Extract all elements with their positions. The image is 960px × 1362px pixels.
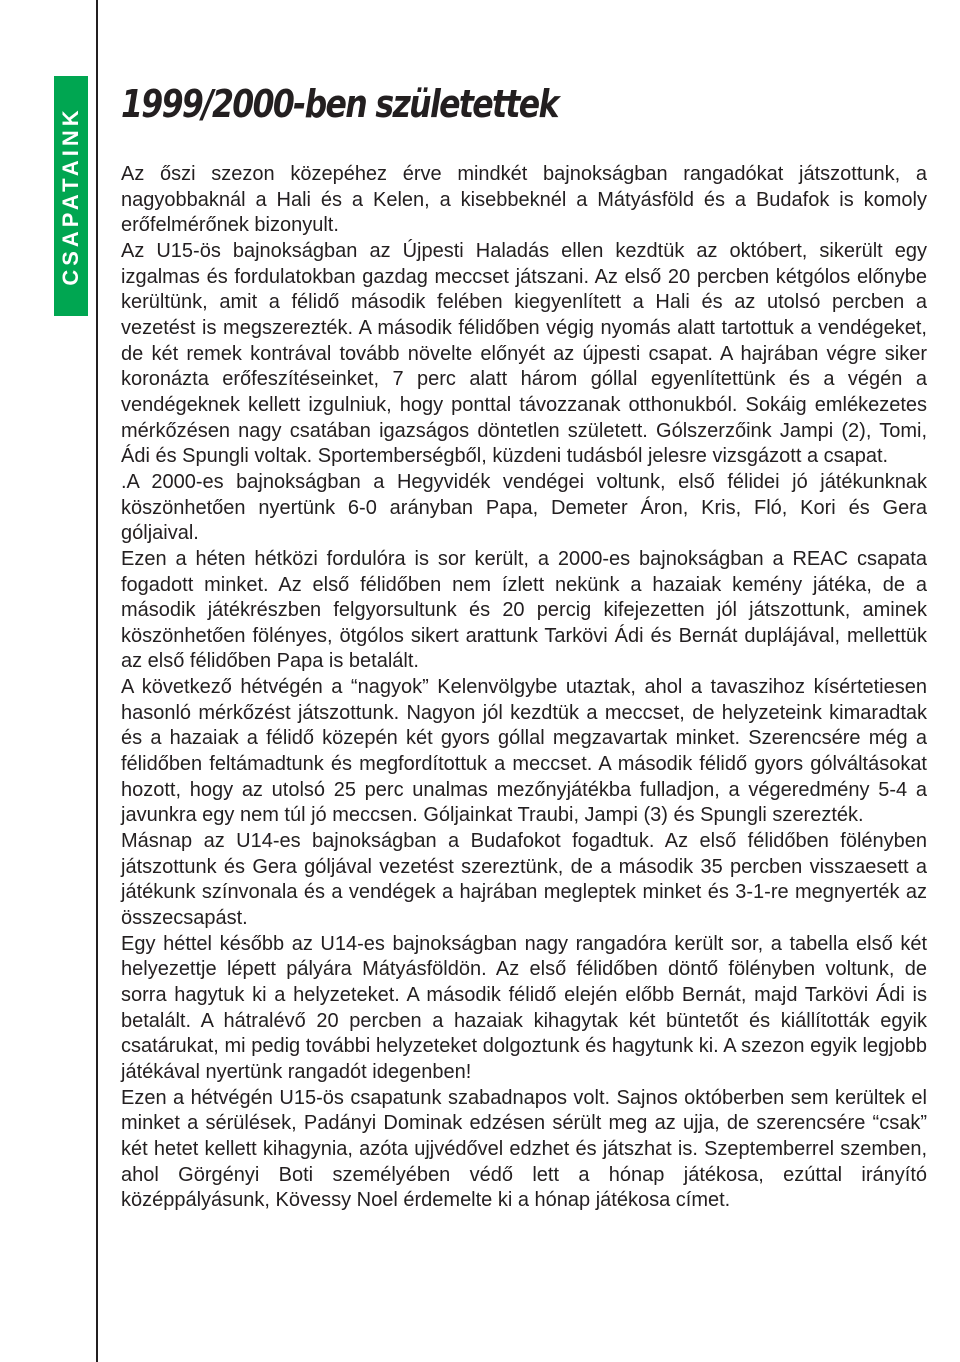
paragraph: Ezen a héten hétközi fordulóra is sor került, a 2000-es bajnokságban a REAC csapata fogadott minket. Az első félidőben nem ízlett nekünk a hazaiak kemény játéka, de a második játékrészben felgyorsultunk és 20 percig kifejezetten jól játszottunk, aminek köszönhetően fölényes, ötgólos sikert arattunk Tarkövi Ádi és Bernát duplájával, mellettük az első félidőben Papa is betalált. xyxy=(121,547,927,673)
paragraph: A következő hétvégén a “nagyok” Kelenvölgybe utaztak, ahol a tavaszihoz kísértetiesen hasonló mérkőzést játszottunk. Nagyon jól kezdtük a meccset, de helyzeteink kimaradtak és a hazaiak a félidő közepén két gyors góllal megzavartak minket. Szerencsére még a félidőben feltámadtunk és megfordítottuk a meccset. A második félidő gyors gólváltásokat hozott, hogy az utolsó 25 perc unalmas mezőnyjátékba fulladjon, a végeredmény 5-4 a javunkra egy nem túl jó meccsen. Góljainkat Traubi, Jampi (3) és Spungli szerezték. xyxy=(121,676,927,827)
section-tab-label: CSAPATAINK xyxy=(58,106,83,286)
page-title: 1999/2000-ben születettek xyxy=(121,82,558,126)
paragraph: Az őszi szezon közepéhez érve mindkét bajnokságban rangadókat játszottunk, a nagyobbaknál a Hali és a Kelen, a kisebbeknél a Mátyásföld és a Budafok is komoly erőfelmérőnek bizonyult. xyxy=(121,163,927,237)
margin-rule xyxy=(96,0,98,1362)
paragraph: .A 2000-es bajnokságban a Hegyvidék vendégei voltunk, első félidei jó játékunknak köszönhetően nyertünk 6-0 arányban Papa, Demeter Áron, Kris, Fló, Kori és Gera góljaival. xyxy=(121,470,927,545)
paragraph: Egy héttel később az U14-es bajnokságban nagy rangadóra került sor, a tabella első két helyezettje lépett pályára Mátyásföldön. Az első félidőben döntő fölényben voltunk, de sorra hagytuk ki a helyzeteket. A második félidő elején előbb Bernát, majd Tarkövi Ádi is betalált. A hátralévő 20 percben a hazaiak kihagytak két büntetőt és kiállították egyik csatárukat, mi pedig további helyzeteket dolgoztunk és hagytunk ki. A szezon egyik legjobb játékával nyertünk rangadót idegenben! xyxy=(121,932,927,1083)
paragraph: Másnap az U14-es bajnokságban a Budafokot fogadtuk. Az első félidőben fölényben játszottunk és Gera góljával vezetést szereztünk, de a második 35 percben visszaesett a játékunk színvonala és a vendégek a hajrában megleptek minket és 3-1-re megnyerték az összecsapást. xyxy=(121,830,927,930)
paragraph: Az U15-ös bajnokságban az Újpesti Haladás ellen kezdtük az októbert, sikerült egy izgalmas és fordulatokban gazdag meccset játszani. Az első 20 percben kétgólos előnybe kerültünk, amit a félidő második felében kiegyenlített a Hali és az utolsó percben a vezetést is megszerezték. A második félidőben végig nyomás alatt tartottuk a vendégeket, de két remek kontrával tovább növelte előnyét az újpesti csapat. A hajrában végre siker koronázta erőfeszítéseinket, 7 perc alatt három góllal egyenlítettünk és a végén a vendégeknek kellett izgulniuk, hogy ponttal távozzanak otthonukból. Sokáig emlékezetes mérkőzésen nagy csatában igazságos döntetlen született. Gólszerzőink Jampi (2), Tomi, Ádi és Spungli voltak. Sportemberségből, küzdeni tudásból jelesre vizsgázott a csapat. xyxy=(121,239,927,468)
paragraph: Ezen a hétvégén U15-ös csapatunk szabadnapos volt. Sajnos októberben sem kerültek el minket a sérülések, Padányi Dominak edzésen sérült meg az ujja, de szerencsére “csak” két hetet kellett kihagynia, azóta ujjvédővel edzhet és játszhat is. Szeptemberrel szemben, ahol Görgényi Boti személyében védő lett a hónap játékosa, ezúttal irányító középpályásunk, Kövessy Noel érdemelte ki a hónap játékosa címet. xyxy=(121,1086,927,1212)
article-body xyxy=(121,162,927,1214)
section-tab xyxy=(54,76,88,316)
